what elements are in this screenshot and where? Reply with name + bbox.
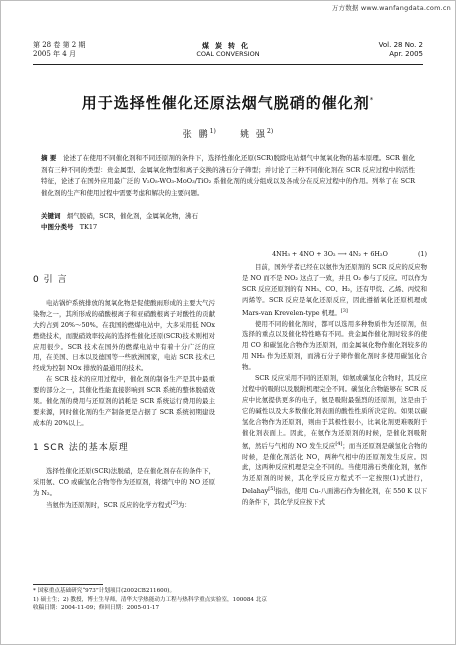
intro-p1-text: 电站锅炉系统排放的氮氧化物是促使酸雨形成的主要大气污染物之一，其所形成的硝酸根离子和亚硝酸根离子对酸性的贡献大约占到 20%～50%。在我国的燃煤电站中，大多采用低 NOx 燃烧技术，而脱硝效率较高的选择性催化还原(SCR)技术则相对应用很少。 (33, 298, 215, 351)
abstract-text: 论述了在使用不同催化剂和不同还原剂的条件下，选择性催化还原(SCR)脱除电站烟气中氮氧化物的基本原理。SCR 催化剂有三种不同的类型：贵金属型、金属氧化物型和离子交换的沸石分子筛型；并讨论了三种不同催化剂在 SCR 反应过程中的活性特征，论述了在国外应用最广泛的 V₂O₅-WO₃-MoO₃/TiO₂ 系催化剂的成分组成以及各成分在反应过程中的作用。列举了在 SCR 催化剂的生产和使用过程中需要考虑和解决的主要问题。 (41, 154, 416, 197)
classification-label: 中图分类号 (41, 223, 74, 231)
journal-name-en: COAL CONVERSION (196, 50, 260, 58)
header-rule (33, 64, 423, 65)
right-paragraph-2: 使用不同的催化剂时，都可以选用多种物质作为还原剂，但选择的重点以及催化特性略有不同。贵金属作催化剂时较多的使用 CO 和碳氢化合物作为还原剂，而金属氧化物作催化剂较多的用 NH₃ 作为还原剂，而沸石分子筛作催化剂时多使用碳氢化合物。 (242, 319, 427, 372)
title-footnote-mark: * (369, 96, 375, 104)
classification-number (41, 222, 415, 232)
header-right (379, 41, 423, 59)
scr-p2-text: 当氨作为还原剂时，SCR 反应的化学方程式 (46, 501, 171, 510)
author-2-affil: 2) (267, 128, 274, 135)
footnotes (33, 587, 423, 613)
right-paragraph-3 (242, 373, 427, 508)
left-column (33, 249, 215, 511)
running-header (33, 41, 423, 63)
scr-paragraph-2 (33, 498, 215, 511)
author-2: 姚 强 (240, 130, 268, 140)
keywords-text: 烟气脱硝，SCR，催化剂，金属氧化物，沸石 (66, 212, 199, 220)
footnote-funding: * 国家重点基础研究“973”计划项目(2002CB211600)。 (33, 588, 176, 594)
watermark-stamp: 万方数据 www.wanfangdata.com.cn (331, 4, 451, 12)
intro-paragraph-2: 在 SCR 技术的应用过程中，催化剂的制备生产是其中最重要的部分之一，其催化性能直接影响到 SCR 系统的整体脱硝效果。催化剂的费用与还原剂的消耗是 SCR 系统运行费用的最主要来源，同时催化剂的生产制备更是占据了 SCR 系统初期建设成本的 20%以上。 (33, 375, 215, 427)
ref-4: [4] (335, 440, 343, 447)
ref-3: [3] (340, 307, 348, 314)
author-1-affil: 1) (209, 128, 216, 135)
scr-paragraph-1: 选择性催化还原(SCR)法脱硝，是在催化剂存在的条件下，采用氨、CO 或碳氢化合物等作为还原剂，将烟气中的 NO 还原为 N₂。 (33, 466, 215, 497)
right-p3-text: SCR 反应采用不同的还原剂，如氨或碳氢化合物时，其反应过程中的吸附以及脱附机理完全不同。碳氢化合物能够在 SCR 反应中比氨提供更多的电子，氨是吸附最强烈的还原剂，这是由于它的碱性以及大多数催化剂表面的酸性性质所决定的。如果以碳氢化合物作为还原剂，则由于其极性很小，比氧化剂更难吸附于催化剂表面上。因此，在氨作为还原剂的时候，是催化剂吸附氨，然后与气相的 NO 发生反应 (242, 374, 427, 450)
equation-1 (242, 249, 427, 260)
footnote-affiliation: 1) 硕士生；2) 教授，博士生导师，清华大学热能动力工程与热科学重点实验室，100084 北京 (33, 596, 267, 603)
scr-p2-end: 为： (177, 501, 191, 510)
paper-title (1, 92, 455, 113)
classification-value: TK17 (79, 223, 98, 231)
section-heading-scr: 1 SCR 法的基本原理 (33, 442, 129, 453)
volume-issue-en: Vol. 28 No. 2 (378, 41, 423, 49)
right-paragraph-1 (242, 262, 427, 319)
right-column (242, 249, 427, 508)
footnote-rule (33, 584, 103, 585)
right-p1-text: 目前，国外学者已经在以氨作为还原剂的 SCR 反应的反应物是 NO 而不是 NO₂ 这点了一致，并且 O₂ 参与了反应。可以作为 SCR 反应还原剂的有 NH₃、CO、H₂，还有甲烷、乙烯、丙烷和丙烯等。SCR 反应是氧化还原反应，因此遵循氧化还原机理或 Mars-van Krevelen-type 机理。 (242, 262, 427, 317)
keywords-label: 关键词 (41, 212, 61, 220)
author-1: 张 鹏 (182, 130, 210, 140)
abstract-label: 摘 要 (41, 154, 57, 162)
title-text: 用于选择性催化还原法烟气脱硝的催化剂 (81, 94, 370, 112)
footnote-dates: 收稿日期：2004-11-09；修回日期：2005-01-17 (33, 605, 160, 612)
equation-text: 4NH₃ + 4NO + 3O₂ ⟶ 4N₂ + 6H₂O (272, 250, 388, 258)
author-line (1, 127, 455, 140)
keywords (41, 211, 415, 221)
right-p3b-text: ；而当还原剂是碳氢化合物的时候，是催化剂活化 NO，两种气相中的还原剂发生反应。因此，这两种反应机理是完全不同的。当使用沸石类催化剂，氨作为还原剂的时候，其化学反应方程式不一定按照(1)式进行，Delahay (242, 441, 427, 496)
right-p3c-text: 指出，使用 Cu-八面沸石作为催化剂，在 550 K 以下的条件下，其化学反应按下式 (242, 487, 427, 507)
ref-5: [5] (268, 486, 276, 493)
date-cn: 2005 年 4 月 (33, 50, 76, 58)
header-center (33, 41, 423, 59)
ref-2: [2] (170, 500, 178, 507)
equation-number: (1) (417, 250, 427, 258)
intro-p1b-text: SCR 技术在国外的燃煤电站中有着十分广泛的应用，在美国、日本以及德国等一些欧洲国家，电站 SCR 技术已经成为控制 NOx 排放的最通用的技术。 (33, 342, 215, 373)
journal-name-cn: 煤炭转化 (202, 41, 254, 50)
date-en: Apr. 2005 (389, 50, 423, 58)
abstract (41, 153, 415, 199)
section-heading-intro: 0 引 言 (33, 275, 68, 285)
intro-paragraph-1 (33, 298, 215, 374)
volume-issue-cn: 第 28 卷 第 2 期 (33, 41, 86, 49)
